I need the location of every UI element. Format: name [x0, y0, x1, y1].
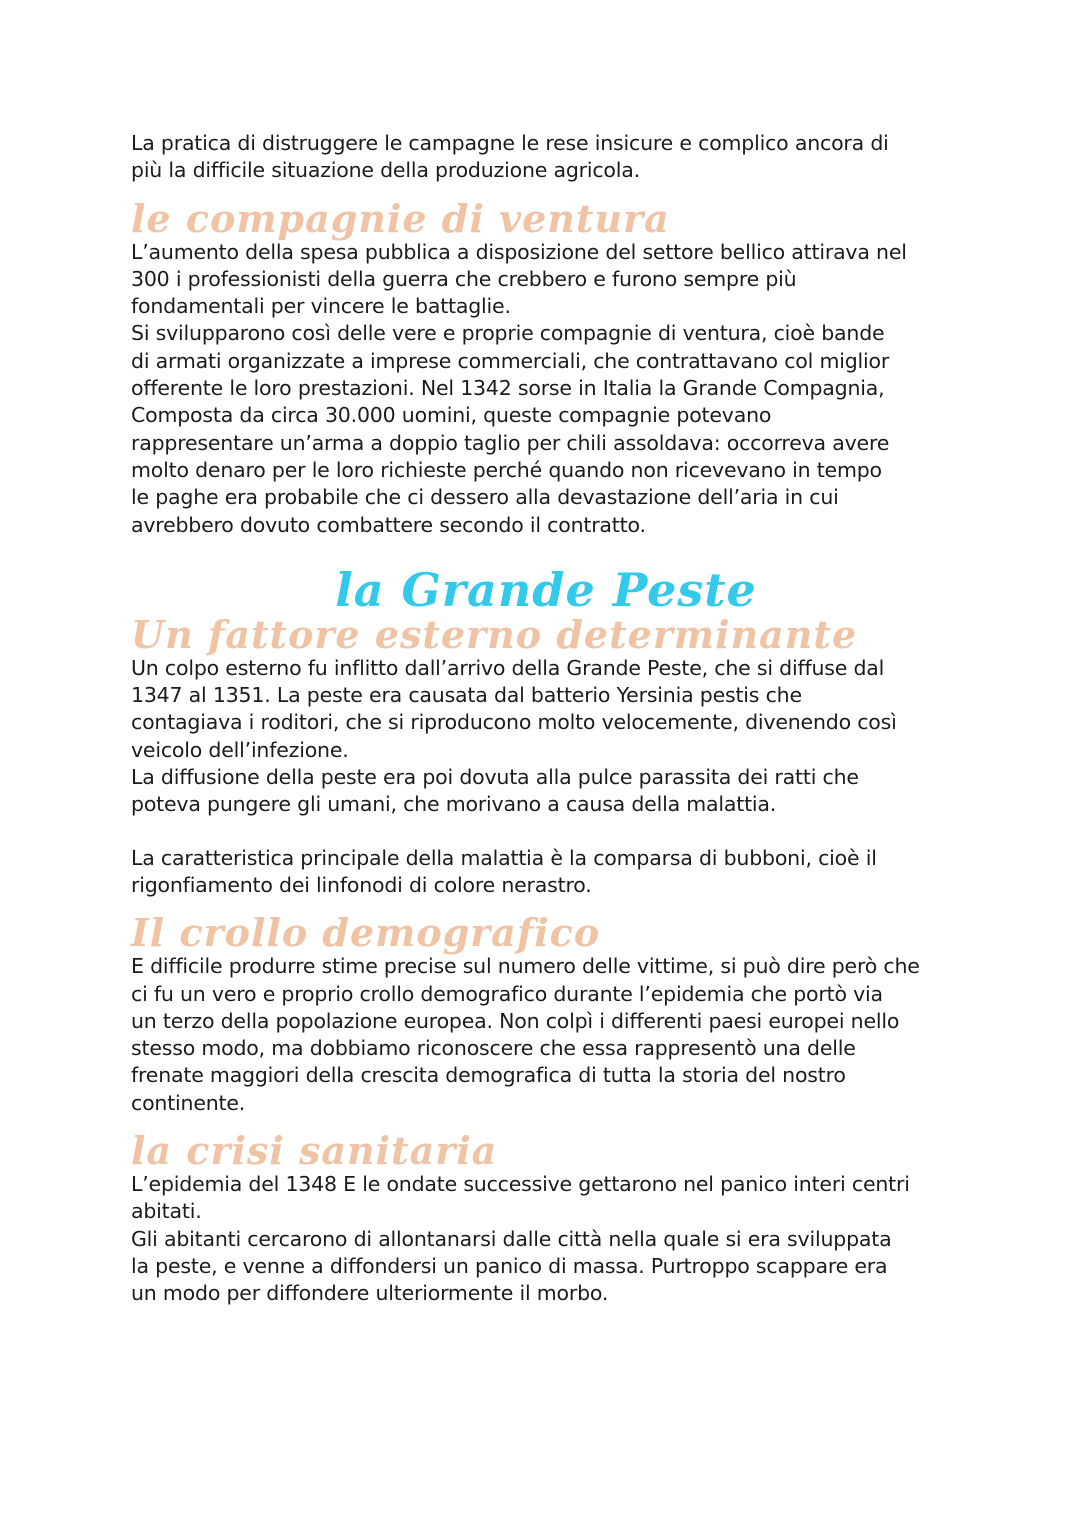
- document-page: [131, 130, 961, 1308]
- heading-compagnie-di-ventura: le compagnie di ventura: [131, 195, 670, 241]
- paragraph-peste-1: Un colpo esterno fu inflitto dall’arrivo della Grande Peste, che si diffuse dal 1347 al 1351. La peste era causata dal batterio Yersinia pestis che contagiava i roditori, che si riproducono molto velocemente, divenendo così veicolo dell’infezione. La diffusione della peste era poi dovuta alla pulce parassita dei ratti che poteva pungere gli umani, che morivano a causa della malattia.: [131, 655, 897, 817]
- paragraph-peste-2: La caratteristica principale della malattia è la comparsa di bubboni, cioè il rigonfiamento dei linfonodi di colore nerastro.: [131, 845, 877, 897]
- heading-fattore-esterno: Un fattore esterno determinante: [131, 611, 858, 657]
- paragraph-crisi: L’epidemia del 1348 E le ondate successive gettarono nel panico interi centri abitati. Gli abitanti cercarono di allontanarsi dalle città nella quale si era sviluppata la peste, e venne a diffondersi un panico di massa. Purtroppo scappare era un modo per diffondere ulteriormente il morbo.: [131, 1172, 910, 1306]
- paragraph-crollo: E difficile produrre stime precise sul numero delle vittime, si può dire però che ci fu un vero e proprio crollo demografico durante l’epidemia che portò via un terzo della popolazione europea. Non colpì i differenti paesi europei nello stesso modo, ma dobbiamo riconoscere che essa rappresentò una delle frenate maggiori della crescita demografica di tutta la storia del nostro continente.: [131, 954, 920, 1115]
- heading-crollo-demografico: Il crollo demografico: [131, 910, 601, 956]
- paragraph-compagnie: L’aumento della spesa pubblica a disposizione del settore bellico attirava nel 300 i professionisti della guerra che crebbero e furono sempre più fondamentali per vincere le battaglie. Si svilupparono così delle vere e proprie compagnie di ventura, cioè bande di armati organizzate a imprese commerciali, che contrattavano col miglior offerente le loro prestazioni. Nel 1342 sorse in Italia la Grande Compagnia, Composta da circa 30.000 uomini, queste compagnie potevano rappresentare un’arma a doppio taglio per chili assoldava: occorreva avere molto denaro per le loro richieste perché quando non ricevevano in tempo le paghe era probabile che ci dessero alla devastazione dell’aria in cui avrebbero dovuto combattere secondo il contratto.: [131, 239, 907, 537]
- intro-paragraph: La pratica di distruggere le campagne le rese insicure e complico ancora di più la difficile situazione della produzione agricola.: [131, 131, 889, 183]
- heading-crisi-sanitaria: la crisi sanitaria: [131, 1128, 498, 1174]
- title-grande-peste: la Grande Peste: [335, 562, 757, 617]
